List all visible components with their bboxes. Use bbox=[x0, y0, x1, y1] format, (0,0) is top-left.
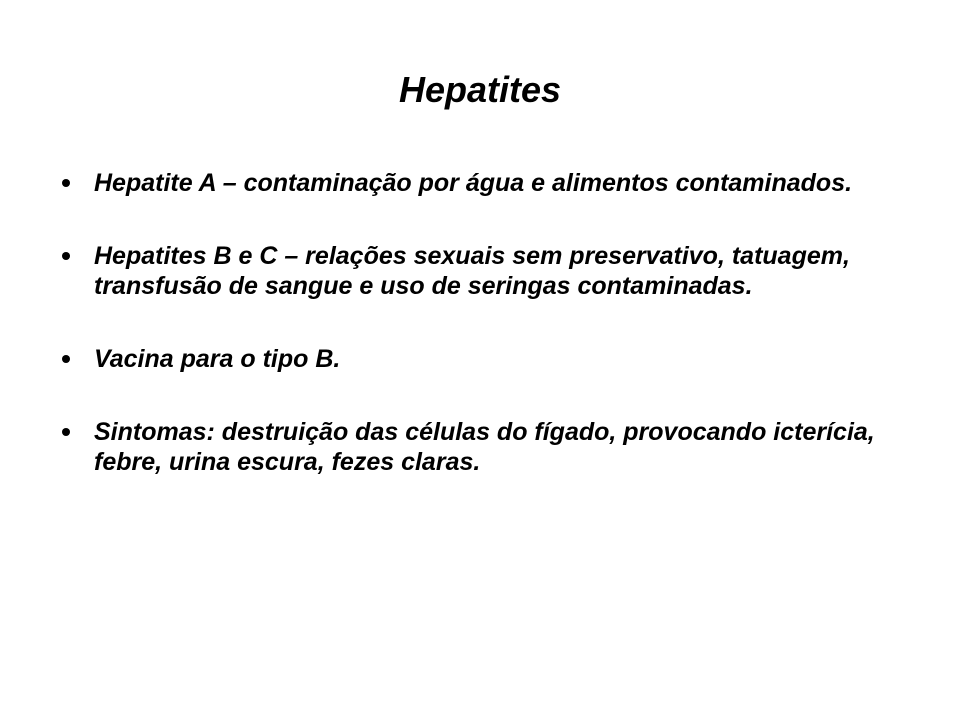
slide-title: Hepatites bbox=[398, 69, 562, 110]
bullet-text: Hepatite A – contaminação por água e alimentos contaminados. bbox=[94, 169, 853, 197]
bullet-text: Sintomas: destruição das células do fígado, provocando icterícia, febre, urina escura, fezes claras. bbox=[94, 418, 875, 476]
bullet-item-hepatite-a bbox=[58, 168, 918, 198]
bullet-item-sintomas bbox=[58, 417, 918, 477]
bullet-text: Hepatites B e C – relações sexuais sem preservativo, tatuagem, transfusão de sangue e uso de seringas contaminadas. bbox=[94, 242, 850, 300]
bullet-point-icon bbox=[62, 355, 70, 363]
bullet-point-icon bbox=[62, 179, 70, 187]
bullet-point-icon bbox=[62, 252, 70, 260]
bullet-item-hepatites-b-c bbox=[58, 241, 918, 301]
bullet-point-icon bbox=[62, 428, 70, 436]
bullet-list bbox=[58, 168, 918, 520]
bullet-item-vacina bbox=[58, 344, 918, 374]
bullet-text: Vacina para o tipo B. bbox=[94, 345, 341, 373]
